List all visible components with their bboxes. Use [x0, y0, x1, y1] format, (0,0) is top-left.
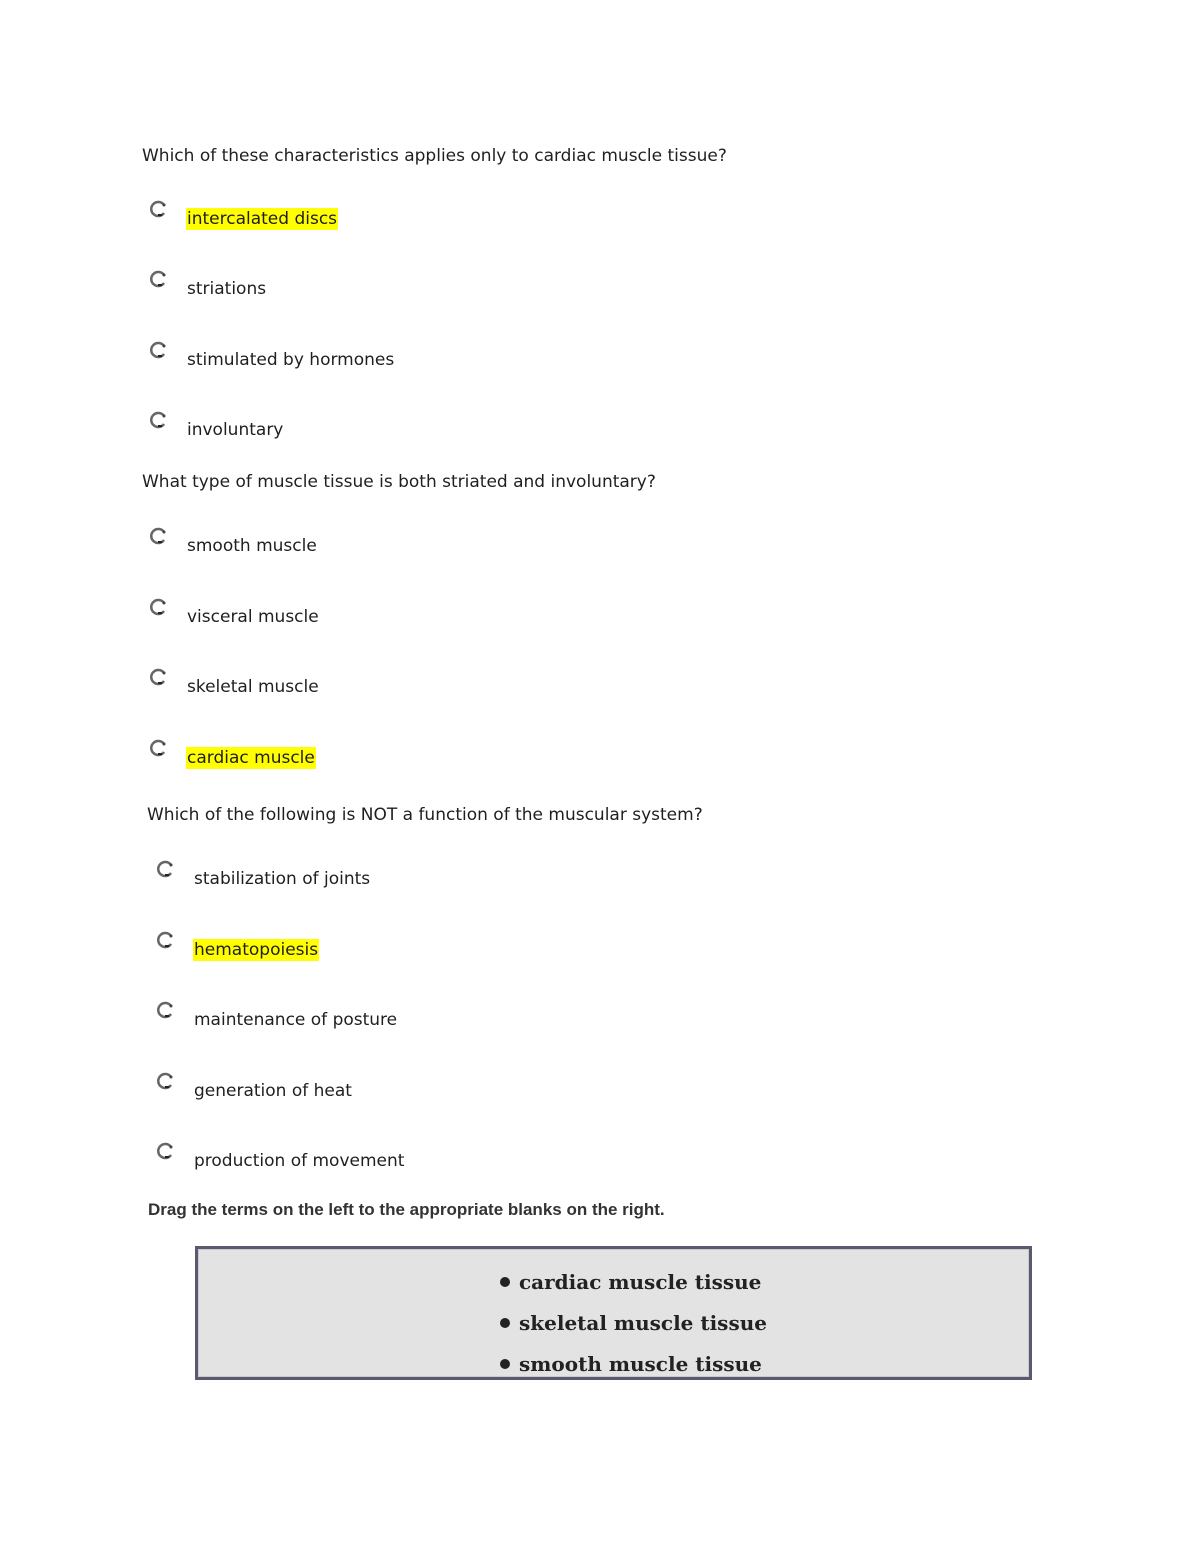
q3-option-label: maintenance of posture — [194, 1010, 398, 1030]
q3-option-label: production of movement — [194, 1151, 405, 1171]
radio-icon[interactable] — [150, 668, 168, 688]
q2-option-label: cardiac muscle — [187, 748, 315, 768]
radio-icon[interactable] — [150, 739, 168, 759]
radio-icon[interactable] — [157, 931, 175, 951]
radio-icon[interactable] — [150, 527, 168, 547]
q1-option-label: involuntary — [187, 420, 284, 440]
q2-option-label: visceral muscle — [187, 607, 319, 627]
drag-term-label: smooth muscle tissue — [519, 1352, 762, 1376]
drag-term[interactable] — [500, 1270, 761, 1294]
radio-icon[interactable] — [157, 1001, 175, 1021]
q1-option-label: striations — [187, 279, 267, 299]
radio-icon[interactable] — [150, 598, 168, 618]
bullet-icon — [500, 1318, 510, 1328]
q3-option-label: stabilization of joints — [194, 869, 371, 889]
question-3-text: Which of the following is NOT a function of the muscular system? — [147, 805, 703, 825]
q1-option-label: stimulated by hormones — [187, 350, 395, 370]
drag-term-label: skeletal muscle tissue — [519, 1311, 767, 1335]
drag-terms-box — [195, 1246, 1032, 1380]
radio-icon[interactable] — [157, 1072, 175, 1092]
q3-option-label: generation of heat — [194, 1081, 352, 1101]
q3-option-label: hematopoiesis — [194, 940, 319, 960]
radio-icon[interactable] — [150, 411, 168, 431]
radio-icon[interactable] — [157, 1142, 175, 1162]
q2-option-label: skeletal muscle — [187, 677, 319, 697]
drag-term-label: cardiac muscle tissue — [519, 1270, 762, 1294]
question-1-text: Which of these characteristics applies only to cardiac muscle tissue? — [142, 146, 727, 166]
radio-icon[interactable] — [157, 860, 175, 880]
question-2-text: What type of muscle tissue is both striated and involuntary? — [142, 472, 656, 492]
q2-option-label: smooth muscle — [187, 536, 317, 556]
radio-icon[interactable] — [150, 200, 168, 220]
drag-instruction: Drag the terms on the left to the appropriate blanks on the right. — [148, 1200, 665, 1219]
drag-term[interactable] — [500, 1311, 767, 1335]
bullet-icon — [500, 1277, 510, 1287]
drag-term[interactable] — [500, 1352, 762, 1376]
q1-option-label: intercalated discs — [187, 209, 338, 229]
radio-icon[interactable] — [150, 341, 168, 361]
bullet-icon — [500, 1359, 510, 1369]
radio-icon[interactable] — [150, 270, 168, 290]
